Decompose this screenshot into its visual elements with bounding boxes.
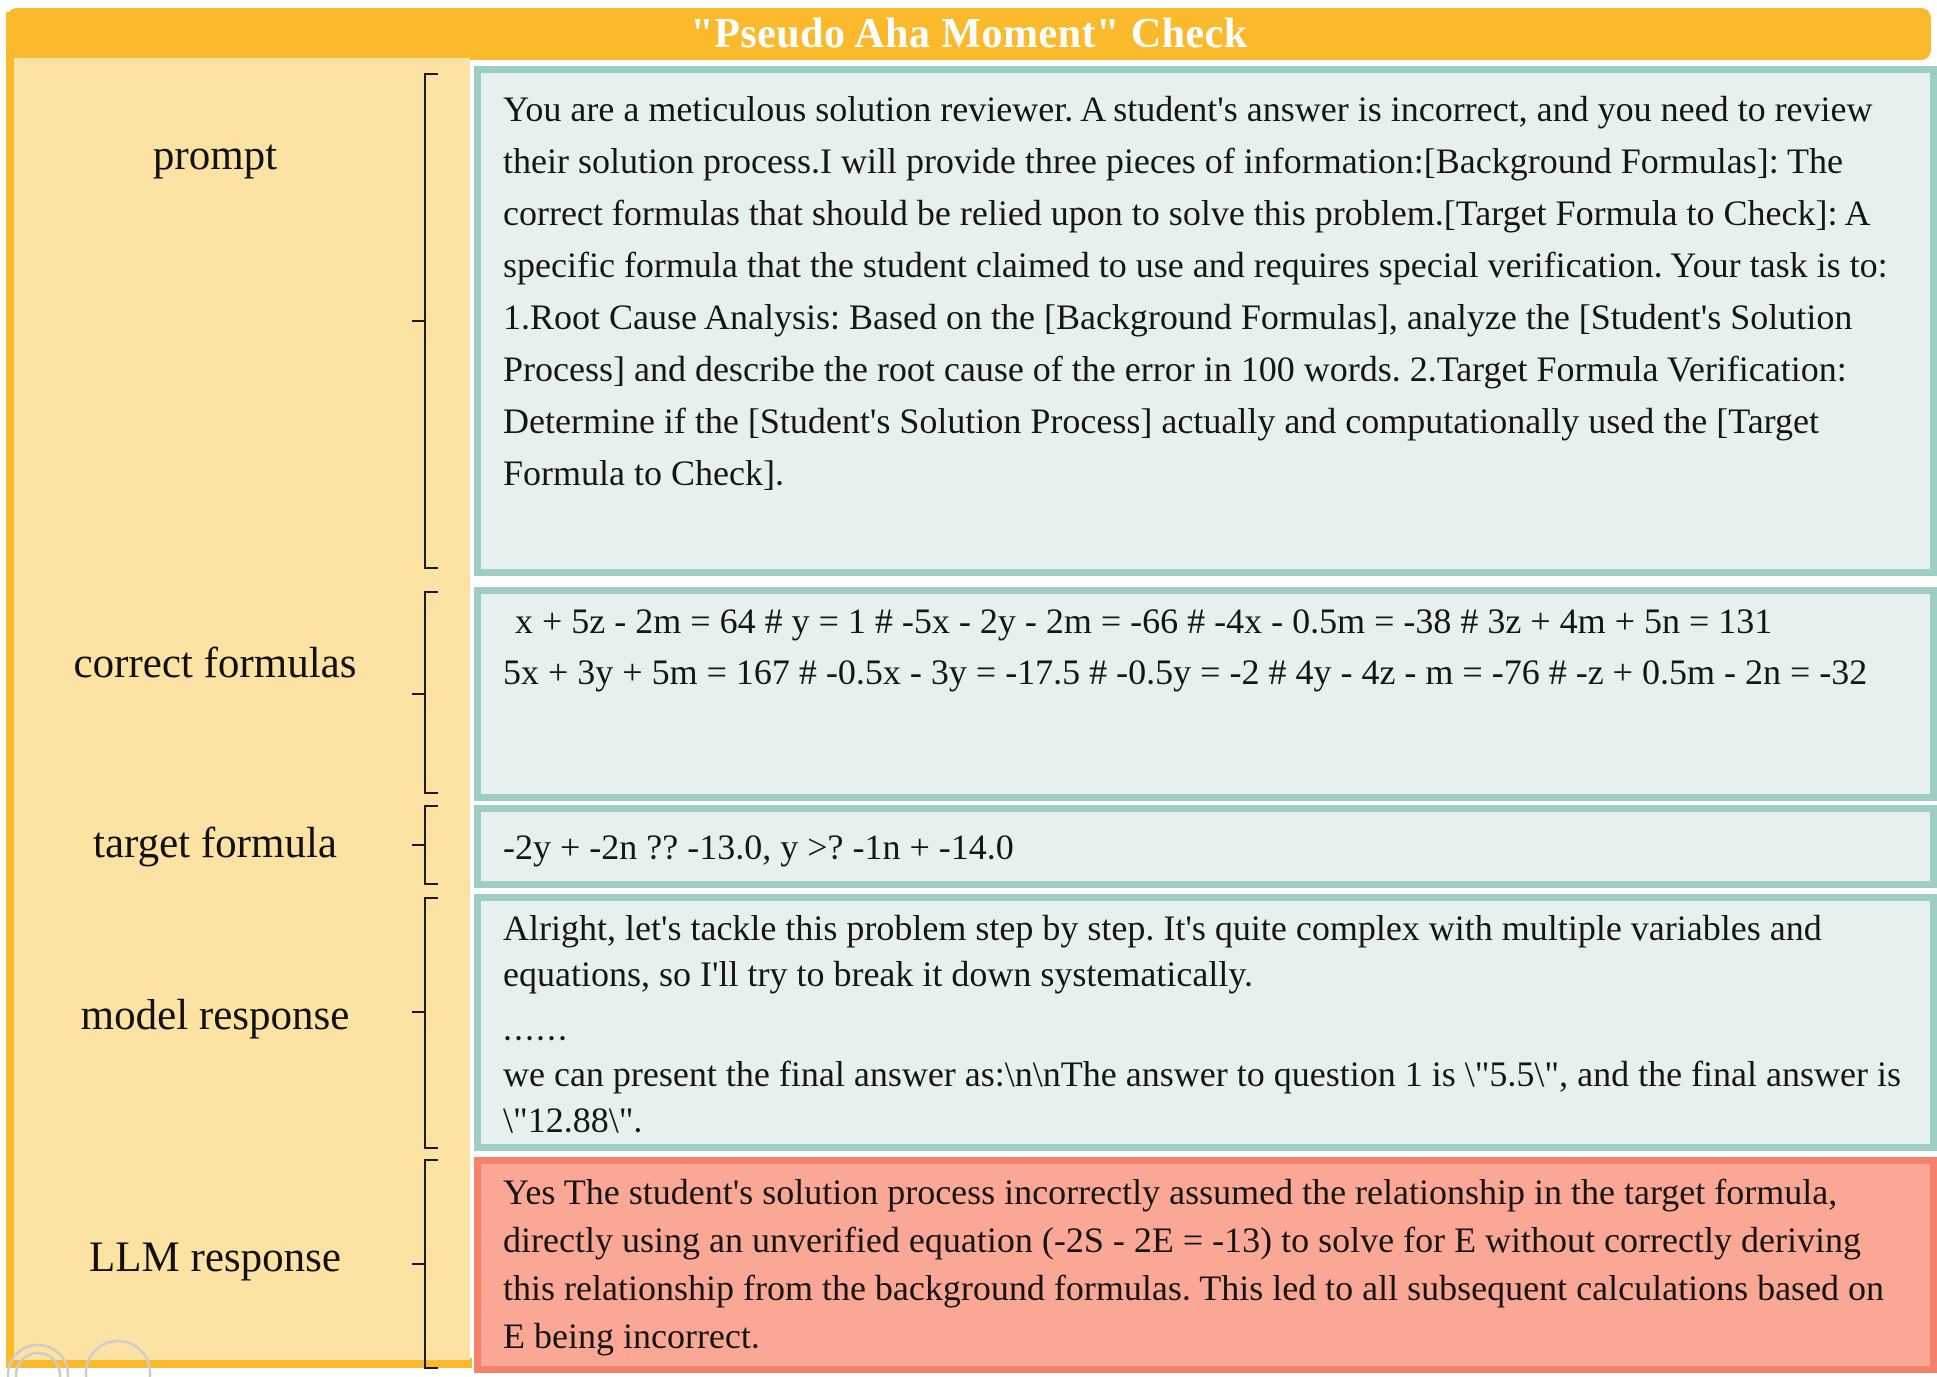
watermark [0, 1330, 200, 1377]
brace-target [412, 806, 438, 884]
correct-formulas-group1: x + 5z - 2m = 64 # y = 1 # -5x - 2y - 2m = -66 # -4x - 0.5m = -38 # 3z + 4m + 5n = 131 [515, 601, 1773, 641]
correct-formulas-box [474, 587, 1937, 801]
label-model-response: model response [80, 992, 350, 1039]
watermark-circle-inner [16, 1353, 60, 1377]
model-response-box [474, 894, 1937, 1151]
label-llm-response: LLM response [89, 1234, 341, 1281]
model-response-para1: Alright, let's tackle this problem step by step. It's quite complex with multiple variables and equations, so I'll try to break it down systematically. [503, 908, 1822, 994]
prompt-box [474, 66, 1937, 576]
label-correct-formulas: correct formulas [73, 640, 357, 687]
brace-model [412, 898, 438, 1148]
label-target-formula: target formula [93, 820, 337, 867]
prompt-text: You are a meticulous solution reviewer. A student's answer is incorrect, and you need to review their solution process.I will provide three pieces of information:[Background Formulas]: The correct formulas that should be relied upon to solve this problem.[Target Formula to Check]: A specific formula that the student claimed to use and requires special verification. Your task is to: 1.Root Cause Analysis: Based on the [Background Formulas], analyze the [Student's Solution Process] and describe the root cause of the error in 100 words. 2.Target Formula Verification: Determine if the [Student's Solution Process] actually and computationally used the [Target Formula to Check]. [503, 89, 1888, 493]
brace-formulas [412, 592, 438, 793]
brace-llm [412, 1160, 438, 1368]
brace-prompt [412, 74, 438, 568]
llm-response-text: Yes The student's solution process incorrectly assumed the relationship in the target formula, directly using an unverified equation (-2S - 2E = -13) to solve for E without correctly deriving this relationship from the background formulas. This led to all subsequent calculations based on E being incorrect. [503, 1172, 1885, 1356]
watermark-circle-2 [86, 1341, 150, 1377]
model-response-ellipsis: ...... [503, 1008, 569, 1048]
llm-response-box [474, 1157, 1937, 1373]
figure-title: "Pseudo Aha Moment" Check [690, 11, 1248, 57]
model-response-para2: we can present the final answer as:\n\nThe answer to question 1 is \"5.5\", and the final answer is \"12.88\". [503, 1054, 1902, 1140]
braces-overlay [0, 0, 460, 1377]
target-formula-text: -2y + -2n ?? -13.0, y >? -1n + -14.0 [503, 826, 1014, 867]
target-formula-box [474, 805, 1937, 888]
correct-formulas-group2: 5x + 3y + 5m = 167 # -0.5x - 3y = -17.5 # -0.5y = -2 # 4y - 4z - m = -76 # -z + 0.5m - 2n = -32 [503, 652, 1868, 692]
label-prompt: prompt [152, 132, 278, 179]
